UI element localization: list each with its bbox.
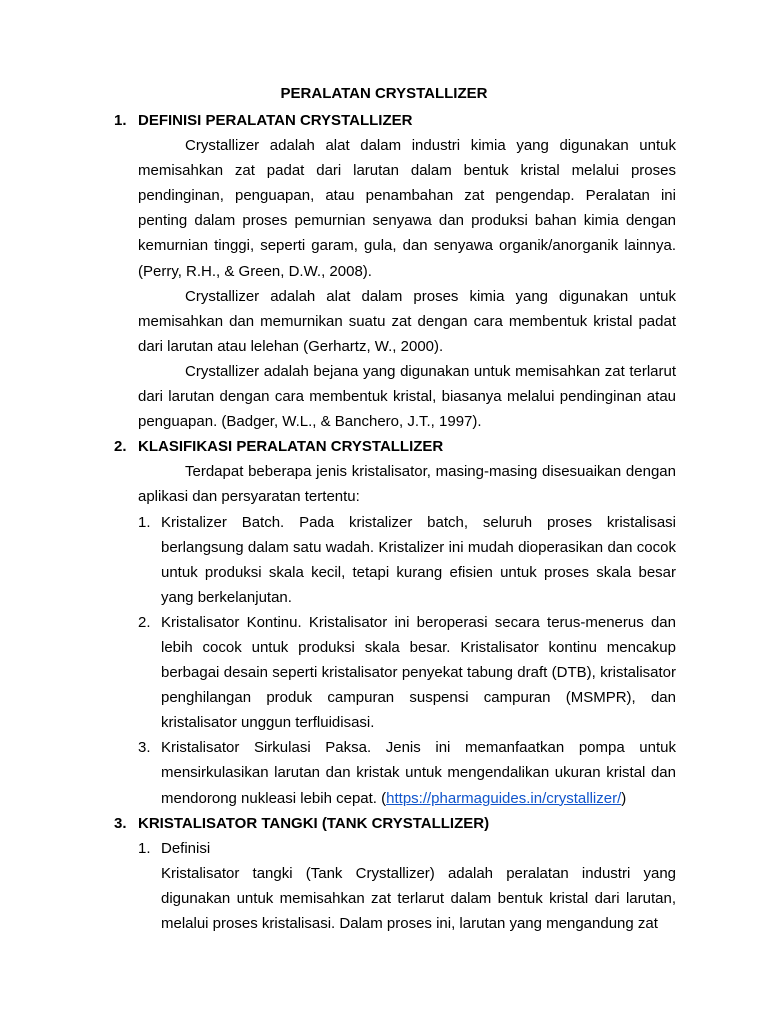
document-title: PERALATAN CRYSTALLIZER — [280, 85, 488, 102]
list-item-text: Kristalisator Kontinu. Kristalisator ini beroperasi secara terus-menerus dan lebih cocok untuk produksi skala besar. Kristalisator kontinu mencakup berbagai desain seperti kristalisator penyekat tabung draft (DTB), kristalisator penghilangan produk campuran suspensi campuran (MSMPR), dan kristalisator unggun terfluidisasi. — [161, 613, 676, 732]
list-item — [138, 735, 676, 810]
section-heading-klasifikasi — [114, 434, 676, 459]
classification-list — [138, 510, 676, 811]
paragraph: Crystallizer adalah alat dalam proses kimia yang digunakan untuk memisahkan dan memurnikan suatu zat dengan cara membentuk kristal padat dari larutan atau lelehan (Gerhartz, W., 2000). — [138, 287, 676, 355]
paragraph: Kristalisator tangki (Tank Crystallizer) adalah peralatan industri yang digunakan untuk memisahkan zat terlarut dalam bentuk kristal dari larutan, melalui proses kristalisasi. Dalam proses ini, larutan yang mengandung zat — [161, 864, 676, 932]
paragraph: Crystallizer adalah alat dalam industri kimia yang digunakan untuk memisahkan zat padat dari larutan dalam bentuk kristal melalui proses pendinginan, penguapan, atau penambahan zat pengendap. Peralatan ini penting dalam proses pemurnian senyawa dan produksi bahan kimia dengan kemurnian tinggi, seperti garam, gula, dan senyawa organik/anorganik lainnya. (Perry, R.H., & Green, D.W., 2008). — [138, 137, 676, 280]
list-item-number: 2. — [138, 613, 151, 631]
section-heading-kristalisator-tangki — [114, 811, 676, 836]
list-item-number: 1. — [138, 839, 151, 857]
section-heading-definisi — [114, 108, 676, 133]
list-item-number: 1. — [138, 513, 151, 531]
section-heading-text: KLASIFIKASI PERALATAN CRYSTALLIZER — [138, 438, 444, 456]
section-number: 2. — [114, 438, 127, 456]
paragraph: Crystallizer adalah bejana yang digunakan untuk memisahkan zat terlarut dari larutan dengan cara membentuk kristal, biasanya melalui pendinginan atau penguapan. (Badger, W.L., & Banchero, J.T., 1997). — [138, 362, 676, 431]
paragraph: Terdapat beberapa jenis kristalisator, masing-masing disesuaikan dengan aplikasi dan persyaratan tertentu: — [138, 463, 676, 506]
document-body — [114, 108, 676, 936]
section-heading-text: DEFINISI PERALATAN CRYSTALLIZER — [138, 112, 413, 129]
reference-link[interactable]: https://pharmaguides.in/crystallizer/ — [386, 789, 622, 807]
list-item — [138, 510, 676, 610]
list-item-number: 3. — [138, 739, 151, 757]
list-item-text: Definisi — [161, 839, 211, 857]
section-heading-text: KRISTALISATOR TANGKI (TANK CRYSTALLIZER) — [138, 814, 490, 832]
list-item — [138, 610, 676, 735]
list-item-text: Kristalisator Sirkulasi Paksa. Jenis ini memanfaatkan pompa untuk mensirkulasikan larutan dan kristak untuk mengendalikan ukuran kristal dan mendorong nukleasi lebih cepat. ( — [161, 739, 676, 807]
list-item-text-end: ) — [621, 789, 627, 807]
list-item-text: Kristalizer Batch. Pada kristalizer batch, seluruh proses kristalisasi berlangsung dalam satu wadah. Kristalizer ini mudah dioperasikan dan cocok untuk produksi skala kecil, tetapi kurang efisien untuk proses skala besar yang berkelanjutan. — [161, 513, 676, 606]
section-number: 1. — [114, 112, 127, 129]
section-number: 3. — [114, 814, 127, 832]
list-item — [138, 836, 676, 861]
